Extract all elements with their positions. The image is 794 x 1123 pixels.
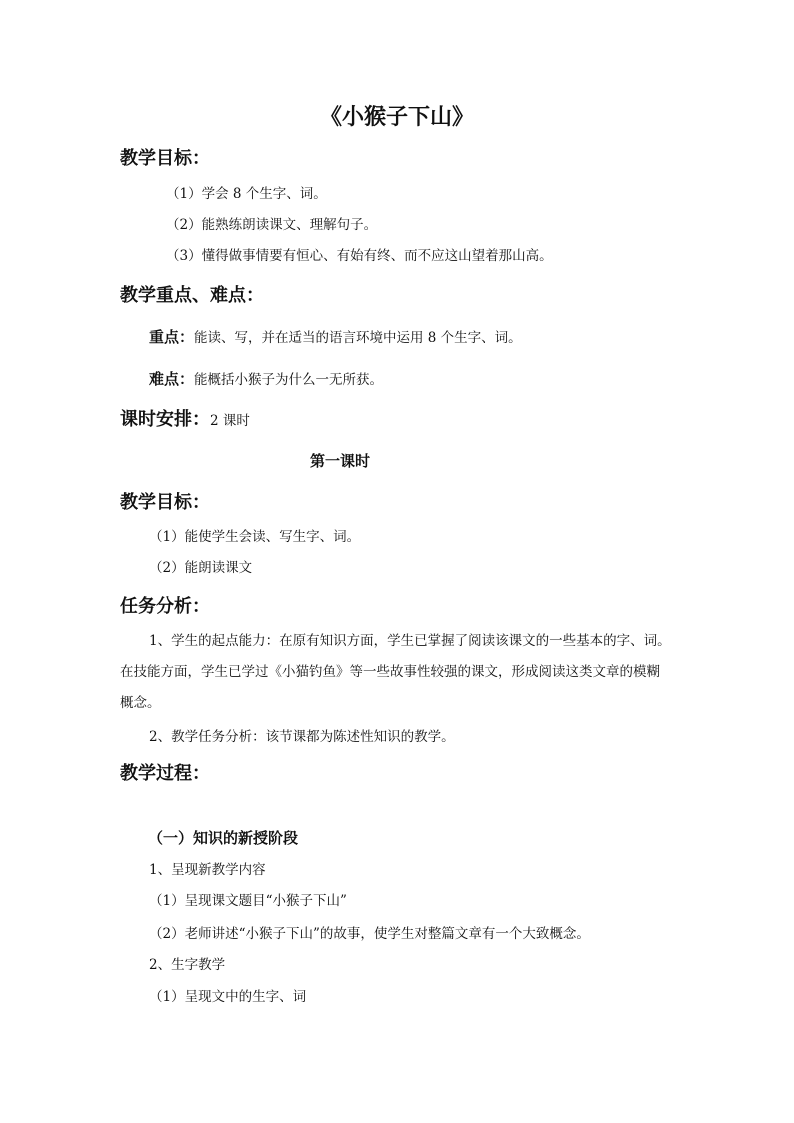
task-analysis-line: 2、教学任务分析：该节课都为陈述性知识的教学。 bbox=[149, 729, 455, 745]
process-line: （2）老师讲述“小猴子下山”的故事，使学生对整篇文章有一个大致概念。 bbox=[149, 926, 590, 942]
goal-item: （2）能熟练朗读课文、理解句子。 bbox=[166, 217, 378, 233]
process-line: （1）呈现课文题目“小猴子下山” bbox=[149, 893, 347, 909]
task-analysis-line: 1、学生的起点能力：在原有知识方面，学生已掌握了阅读该课文的一些基本的字、词。 bbox=[149, 633, 671, 649]
lesson-goal-item: （1）能使学生会读、写生字、词。 bbox=[149, 529, 361, 545]
lesson-heading: 第一课时 bbox=[310, 452, 371, 470]
key-point-text: 能读、写，并在适当的语言环境中运用 8 个生字、词。 bbox=[194, 330, 522, 346]
difficulty-row bbox=[149, 371, 383, 388]
document-title: 《小猴子下山》 bbox=[319, 104, 474, 130]
section-heading-schedule: 课时安排： bbox=[120, 409, 210, 430]
process-line: 1、呈现新教学内容 bbox=[149, 862, 266, 878]
section-heading-goals: 教学目标： bbox=[120, 148, 210, 169]
process-line: （1）呈现文中的生字、词 bbox=[149, 989, 307, 1005]
section-heading-key-points: 教学重点、难点： bbox=[120, 285, 264, 306]
schedule-value: 2 课时 bbox=[210, 413, 250, 429]
goal-item: （3）懂得做事情要有恒心、有始有终、而不应这山望着那山高。 bbox=[166, 248, 553, 264]
task-analysis-line: 概念。 bbox=[120, 695, 161, 711]
key-point-row bbox=[149, 329, 522, 346]
lesson-goal-item: （2）能朗读课文 bbox=[149, 560, 253, 576]
key-point-label: 重点： bbox=[149, 328, 195, 346]
goal-item: （1）学会 8 个生字、词。 bbox=[166, 186, 327, 202]
section-heading-process: 教学过程： bbox=[120, 763, 210, 784]
section-heading-task-analysis: 任务分析： bbox=[120, 596, 210, 617]
schedule-row bbox=[120, 411, 250, 429]
difficulty-text: 能概括小猴子为什么一无所获。 bbox=[194, 372, 384, 388]
section-heading-lesson-goals: 教学目标： bbox=[120, 492, 210, 513]
process-line: 2、生字教学 bbox=[149, 957, 226, 973]
stage-heading: （一）知识的新授阶段 bbox=[148, 829, 299, 847]
difficulty-label: 难点： bbox=[149, 370, 195, 388]
task-analysis-line: 在技能方面，学生已学过《小猫钓鱼》等一些故事性较强的课文，形成阅读这类文章的模糊 bbox=[120, 664, 660, 680]
